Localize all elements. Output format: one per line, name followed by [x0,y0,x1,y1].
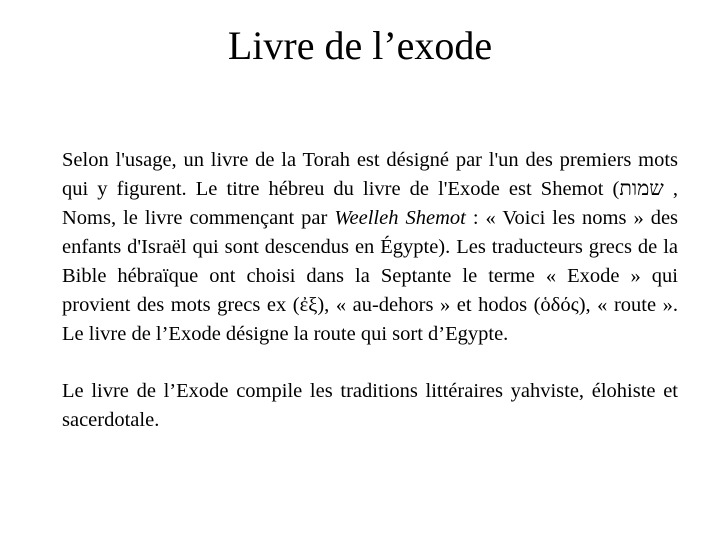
slide-title: Livre de l’exode [227,23,493,68]
hebrew-word: שמות [619,178,664,200]
paragraph-1-text-3: : « Voici les noms » des enfants d'Israël qui sont descendus en Égypte). Les traducteurs grecs de la Bible hébraïque ont choisi dans la Septante le terme « Exode » qui provient des mots grecs ex (ἐξ), « au-dehors » et hodos (ὁδός), « route ». Le livre de l’Exode désigne la route qui sort d’Egypte. [62,207,679,345]
paragraph-1-text-1: Selon l'usage, un livre de la Torah est désigné par l'un des premiers mots qui y figurent. Le titre hébreu du livre de l'Exode est Shemot ( [62,149,678,200]
slide-body [62,146,678,435]
paragraph-2: Le livre de l’Exode compile les traditions littéraires yahviste, élohiste et sacerdotale. [62,380,678,431]
italic-phrase: Weelleh Shemot [334,207,466,229]
paragraph-1 [62,146,678,349]
paragraph-1-text-2: , Noms, le livre commençant par [62,178,678,229]
